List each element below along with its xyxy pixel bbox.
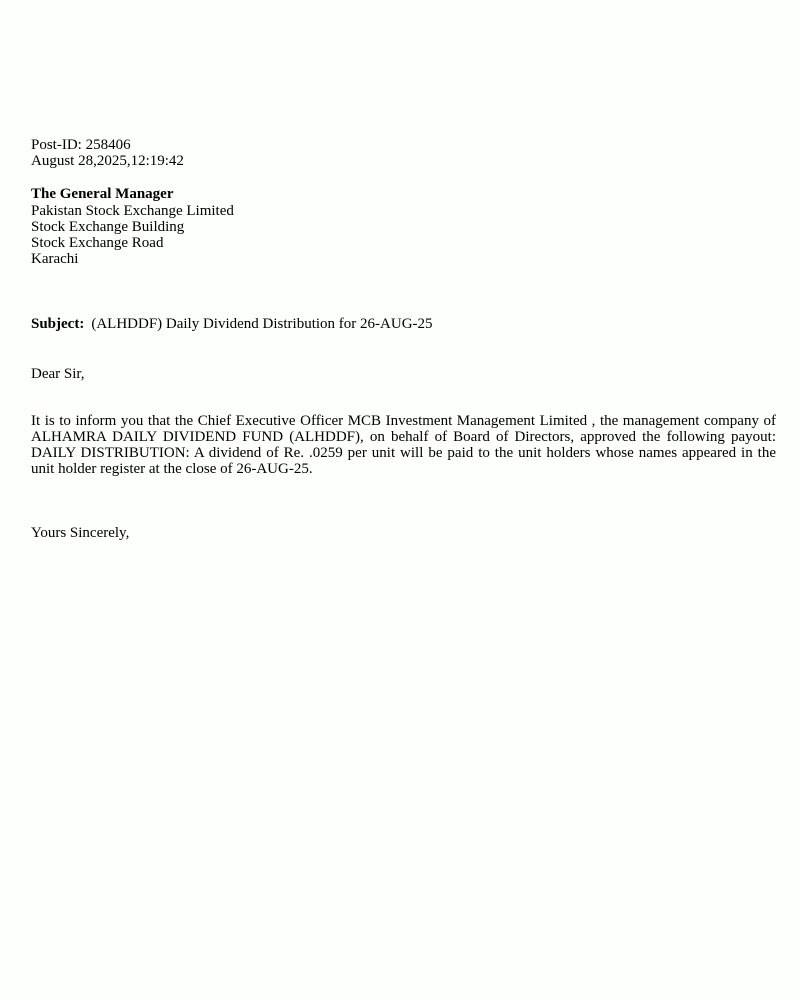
post-id-value: 258406 [85, 137, 131, 153]
recipient-block [31, 186, 780, 267]
recipient-address-line-1: Pakistan Stock Exchange Limited [31, 202, 234, 219]
datetime-line: August 28,2025,12:19:42 [31, 153, 184, 170]
letter-meta [31, 137, 780, 169]
post-id-line [31, 137, 780, 153]
subject-text: (ALHDDF) Daily Dividend Distribution for 26-AUG-25 [91, 316, 433, 333]
letter-body: It is to inform you that the Chief Executive Officer MCB Investment Management Limited , the management company of ALHAMRA DAILY DIVIDEND FUND (ALHDDF), on behalf of Board of Directors, approved the following payout: DAILY DISTRIBUTION: A dividend of Re. .0259 per unit will be paid to the unit holders whose names appeared in the unit holder register at the close of 26-AUG-25. [31, 412, 776, 478]
subject-label: Subject: [31, 316, 85, 333]
recipient-address-line-2: Stock Exchange Building [31, 218, 185, 235]
post-id-label: Post-ID: [31, 137, 82, 153]
closing: Yours Sincerely, [31, 524, 130, 541]
recipient-address-line-3: Stock Exchange Road [31, 235, 164, 252]
recipient-name: The General Manager [31, 186, 174, 203]
recipient-address-line-4: Karachi [31, 251, 79, 268]
salutation: Dear Sir, [31, 365, 85, 382]
subject-line [31, 316, 780, 332]
